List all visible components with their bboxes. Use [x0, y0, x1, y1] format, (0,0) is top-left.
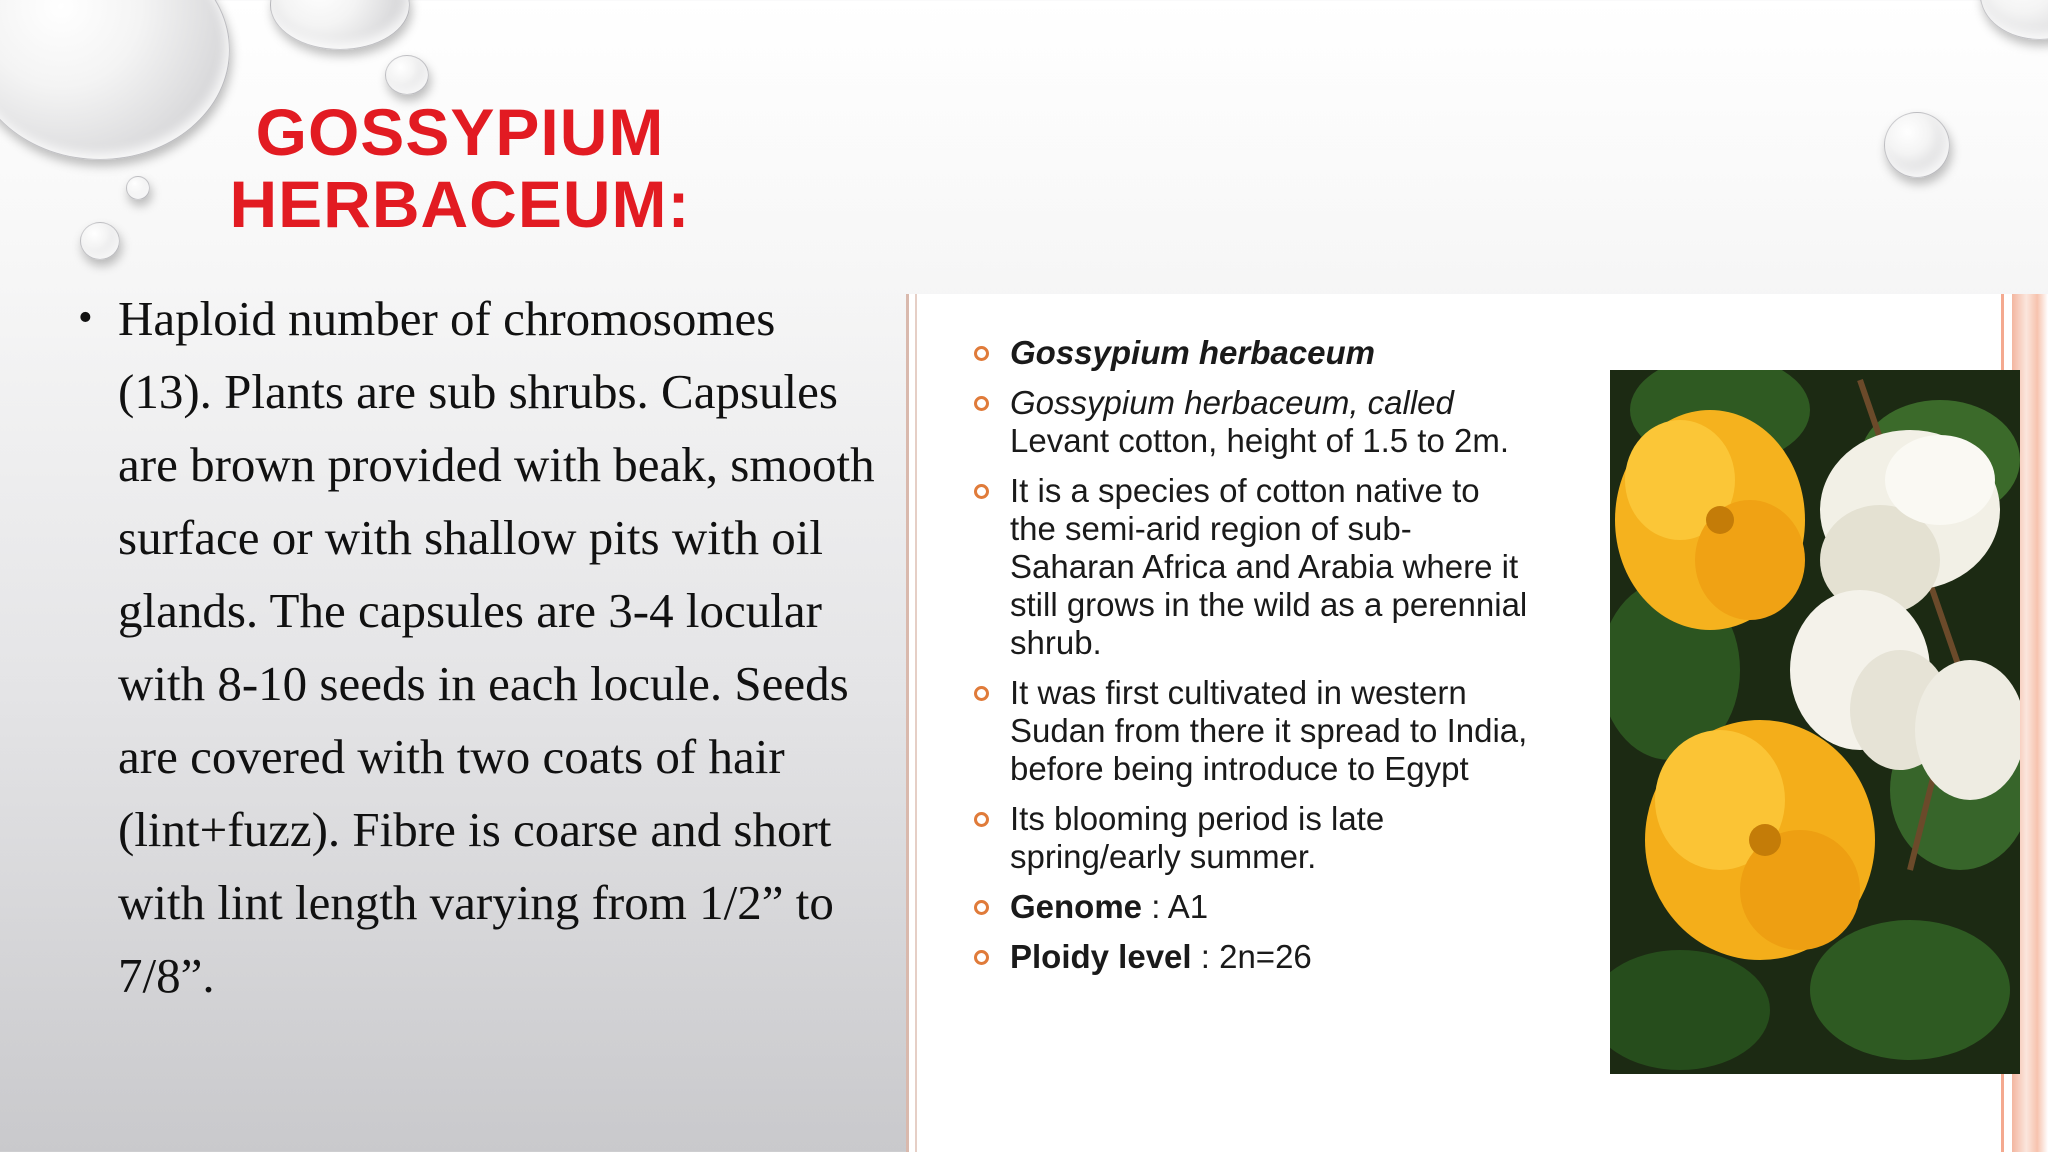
water-drop-decoration — [1980, 0, 2048, 40]
circle-bullet-icon — [974, 484, 989, 499]
cotton-flower-photo — [1610, 370, 2020, 1074]
item-value: : 2n=26 — [1191, 938, 1312, 975]
species-name: Gossypium herbaceum — [1010, 334, 1375, 371]
list-item — [970, 938, 1530, 976]
cotton-boll-3 — [1915, 660, 2020, 800]
circle-bullet-icon — [974, 346, 989, 361]
list-item — [970, 472, 1530, 662]
circle-bullet-icon — [974, 900, 989, 915]
item-label: Ploidy level — [1010, 938, 1192, 975]
bullet-paragraph — [78, 282, 878, 1012]
panel-left-rule — [906, 294, 909, 1152]
yellow-flower-1 — [1615, 410, 1805, 630]
list-item — [970, 674, 1530, 788]
list-item — [970, 800, 1530, 876]
bullet-text: Haploid number of chromosomes (13). Plants are sub shrubs. Capsules are brown provided with beak, smooth surface or with shallow pits with oil glands. The capsules are 3-4 locular with 8-10 seeds in each locule. Seeds are covered with two coats of hair (lint+fuzz). Fibre is coarse and short with lint length varying from 1/2” to 7/8”. — [118, 291, 875, 1003]
yellow-flower-2 — [1645, 720, 1875, 960]
title-line-2-wrap — [180, 168, 740, 240]
item-value: : A1 — [1142, 888, 1209, 925]
item-text: It is a species of cotton native to the semi-arid region of sub-Saharan Africa and Arabia where it still grows in the wild as a perennial shrub. — [1010, 472, 1528, 661]
circle-bullet-icon — [974, 950, 989, 965]
panel-bullet-list — [970, 334, 1530, 988]
item-label: Genome — [1010, 888, 1143, 925]
list-item — [970, 334, 1530, 372]
title-line-1: GOSSYPIUM — [255, 95, 665, 169]
item-text: Its blooming period is late spring/early summer. — [1010, 800, 1385, 875]
water-drop-decoration — [80, 222, 120, 260]
water-drop-decoration — [1884, 112, 1950, 178]
list-item — [970, 888, 1530, 926]
water-drop-decoration — [385, 55, 429, 95]
circle-bullet-icon — [974, 812, 989, 827]
item-text: Levant cotton, height of 1.5 to 2m. — [1010, 422, 1509, 459]
item-italic-text: Gossypium herbaceum, called — [1010, 384, 1454, 421]
item-text: It was first cultivated in western Sudan from there it spread to India, before being introduce to Egypt — [1010, 674, 1528, 787]
panel-left-rule — [915, 294, 917, 1152]
list-item — [970, 384, 1530, 460]
title-colon: : — [667, 167, 691, 241]
reference-image-panel — [906, 294, 2048, 1152]
cotton-flower-illustration — [1610, 370, 2020, 1074]
circle-bullet-icon — [974, 686, 989, 701]
water-drop-decoration — [270, 0, 410, 50]
slide-title — [180, 96, 740, 240]
water-drop-decoration — [126, 176, 150, 200]
bullet-dot-icon: • — [78, 295, 93, 341]
circle-bullet-icon — [974, 396, 989, 411]
title-line-2: HERBACEUM — [229, 167, 668, 241]
